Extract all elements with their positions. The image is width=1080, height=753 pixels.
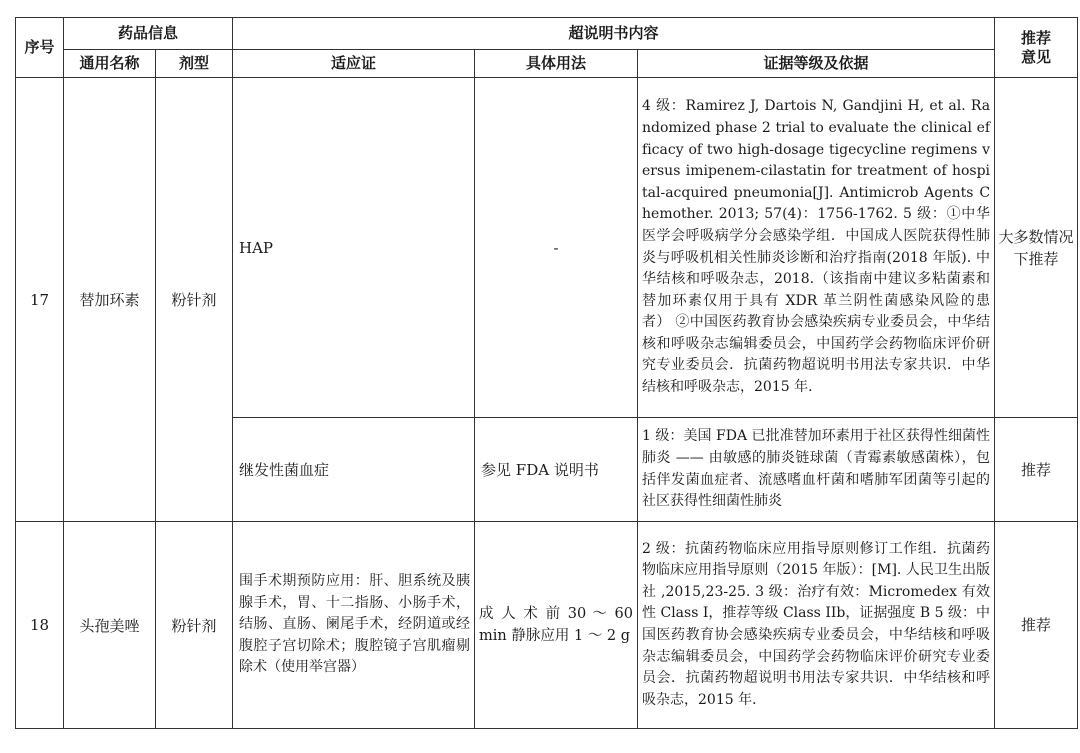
row-evidence: 2 级：抗菌药物临床应用指导原则修订工作组．抗菌药物临床应用指导原则（2015 年版）：[M]. 人民卫生出版社 ,2015,23-25. 3 级：治疗有效：Micromedex 有效性 Class I，推荐等级 Class IIb，证据强度 B 5 级：中国医药教育协会感染疾病专业委员会，中华结核和呼吸杂志编辑委员会，中国药学会药物临床评价研究专业委员会．抗菌药物超说明书用法专家共识．中华结核和呼吸杂志，2015 年． <box>638 522 995 729</box>
row-recommendation: 推荐 <box>995 418 1078 522</box>
header-drug-info: 药品信息 <box>64 18 233 50</box>
header-recommendation-text: 推荐意见 <box>1021 28 1052 66</box>
row-generic-name: 头孢美唑 <box>64 522 156 729</box>
header-evidence: 证据等级及依据 <box>638 50 995 78</box>
header-row-1 <box>16 18 1078 50</box>
header-generic-name: 通用名称 <box>64 50 156 78</box>
header-offlabel-content: 超说明书内容 <box>233 18 995 50</box>
row-usage: 参见 FDA 说明书 <box>475 418 638 522</box>
header-row-2 <box>16 50 1078 78</box>
row-usage: - <box>475 78 638 418</box>
row-dosage-form: 粉针剂 <box>156 78 233 522</box>
row-evidence: 4 级：Ramirez J, Dartois N, Gandjini H, et al. Randomized phase 2 trial to evaluate the clinical efficacy of two high-dosage tigecycline regimens versus imipenem-cilastatin for treatment of hospital-acquired pneumonia[J]. Antimicrob Agents Chemother. 2013; 57(4)：1756-1762. 5 级：①中华医学会呼吸病学分会感染学组．中国成人医院获得性肺炎与呼吸机相关性肺炎诊断和治疗指南(2018 年版). 中华结核和呼吸杂志，2018.（该指南中建议多粘菌素和替加环素仅用于具有 XDR 革兰阴性菌感染风险的患者） ②中国医药教育协会感染疾病专业委员会，中华结核和呼吸杂志编辑委员会，中国药学会药物临床评价研究专业委员会．抗菌药物超说明书用法专家共识．中华结核和呼吸杂志，2015 年． <box>638 78 995 418</box>
header-dosage-form: 剂型 <box>156 50 233 78</box>
row-usage: 成 人 术 前 30 ～ 60 min 静脉应用 1 ～ 2 g <box>475 522 638 729</box>
row-indication: 围手术期预防应用：肝、胆系统及胰腺手术，胃、十二指肠、小肠手术，结肠、直肠、阑尾手术，经阴道或经腹腔子宫切除术；腹腔镜子宫肌瘤剔除术（使用举宫器） <box>233 522 475 729</box>
header-usage: 具体用法 <box>475 50 638 78</box>
header-seq: 序号 <box>16 18 64 78</box>
row-seq: 17 <box>16 78 64 522</box>
row-indication: 继发性菌血症 <box>233 418 475 522</box>
row-dosage-form: 粉针剂 <box>156 522 233 729</box>
row-evidence: 1 级：美国 FDA 已批准替加环素用于社区获得性细菌性肺炎 —— 由敏感的肺炎链球菌（青霉素敏感菌株），包括伴发菌血症者、流感嗜血杆菌和嗜肺军团菌等引起的社区获得性细菌性肺炎 <box>638 418 995 522</box>
header-indication: 适应证 <box>233 50 475 78</box>
row-seq: 18 <box>16 522 64 729</box>
table-row <box>16 78 1078 418</box>
row-recommendation: 推荐 <box>995 522 1078 729</box>
row-indication: HAP <box>233 78 475 418</box>
row-recommendation-text: 大多数情况下推荐 <box>998 227 1074 268</box>
table-row <box>16 522 1078 729</box>
header-recommendation <box>995 18 1078 78</box>
offlabel-drug-table <box>15 17 1078 729</box>
drug-table-container <box>15 17 1077 729</box>
row-generic-name: 替加环素 <box>64 78 156 522</box>
row-recommendation <box>995 78 1078 418</box>
